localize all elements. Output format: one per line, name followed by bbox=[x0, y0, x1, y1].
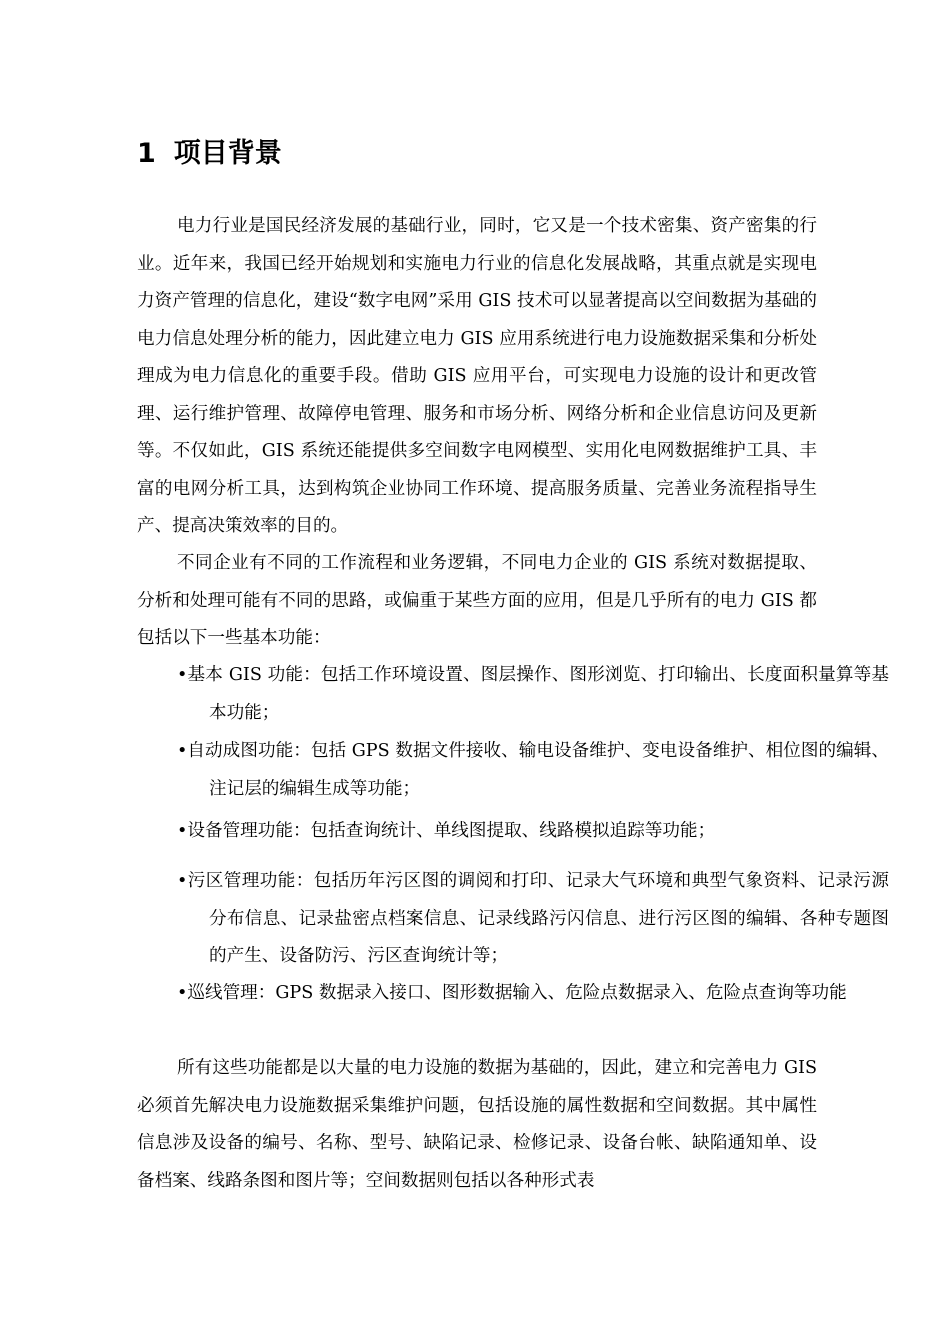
bullet-equipment-management: •设备管理功能：包括查询统计、单线图提取、线路模拟追踪等功能； bbox=[177, 821, 716, 841]
bullet-pollution-zone-management: •污区管理功能：包括历年污区图的调阅和打印、记录大气环境和典型气象资料、记录污源分布信息、记录盐密点档案信息、记录线路污闪信息、进行污区图的编辑、各种专题图的产生、设备防污、污区查询统计等； bbox=[177, 871, 889, 966]
bullet-line-patrol-management: •巡线管理：GPS 数据录入接口、图形数据输入、危险点数据录入、危险点查询等功能 bbox=[177, 983, 847, 1003]
bullet-auto-mapping: •自动成图功能：包括 GPS 数据文件接收、输电设备维护、变电设备维护、相位图的编辑、注记层的编辑生成等功能； bbox=[177, 741, 889, 799]
section-heading bbox=[137, 136, 282, 172]
paragraph-intro: 电力行业是国民经济发展的基础行业，同时，它又是一个技术密集、资产密集的行业。近年来，我国已经开始规划和实施电力行业的信息化发展战略，其重点就是实现电力资产管理的信息化，建设“数字电网”采用 GIS 技术可以显著提高以空间数据为基础的电力信息处理分析的能力，因此建立电力 GIS 应用系统进行电力设施数据采集和分析处理成为电力信息化的重要手段。借助 GIS 应用平台，可实现电力设施的设计和更改管理、运行维护管理、故障停电管理、服务和市场分析、网络分析和企业信息访问及更新等。不仅如此，GIS 系统还能提供多空间数字电网模型、实用化电网数据维护工具、丰富的电网分析工具，达到构筑企业协同工作环境、提高服务质量、完善业务流程指导生产、提高决策效率的目的。 bbox=[137, 216, 817, 536]
bullet-basic-gis: •基本 GIS 功能：包括工作环境设置、图层操作、图形浏览、打印输出、长度面积量算等基本功能； bbox=[177, 665, 889, 723]
section-title: 项目背景 bbox=[173, 138, 282, 169]
paragraph-functions-intro: 不同企业有不同的工作流程和业务逻辑，不同电力企业的 GIS 系统对数据提取、分析和处理可能有不同的思路，或偏重于某些方面的应用，但是几乎所有的电力 GIS 都包括以下一些基本功能： bbox=[137, 553, 817, 648]
section-number: 1 bbox=[137, 138, 156, 169]
paragraph-data-foundation: 所有这些功能都是以大量的电力设施的数据为基础的，因此，建立和完善电力 GIS 必须首先解决电力设施数据采集维护问题，包括设施的属性数据和空间数据。其中属性信息涉及设备的编号、名称、型号、缺陷记录、检修记录、设备台帐、缺陷通知单、设备档案、线路条图和图片等；空间数据则包括以各种形式表 bbox=[137, 1058, 817, 1191]
